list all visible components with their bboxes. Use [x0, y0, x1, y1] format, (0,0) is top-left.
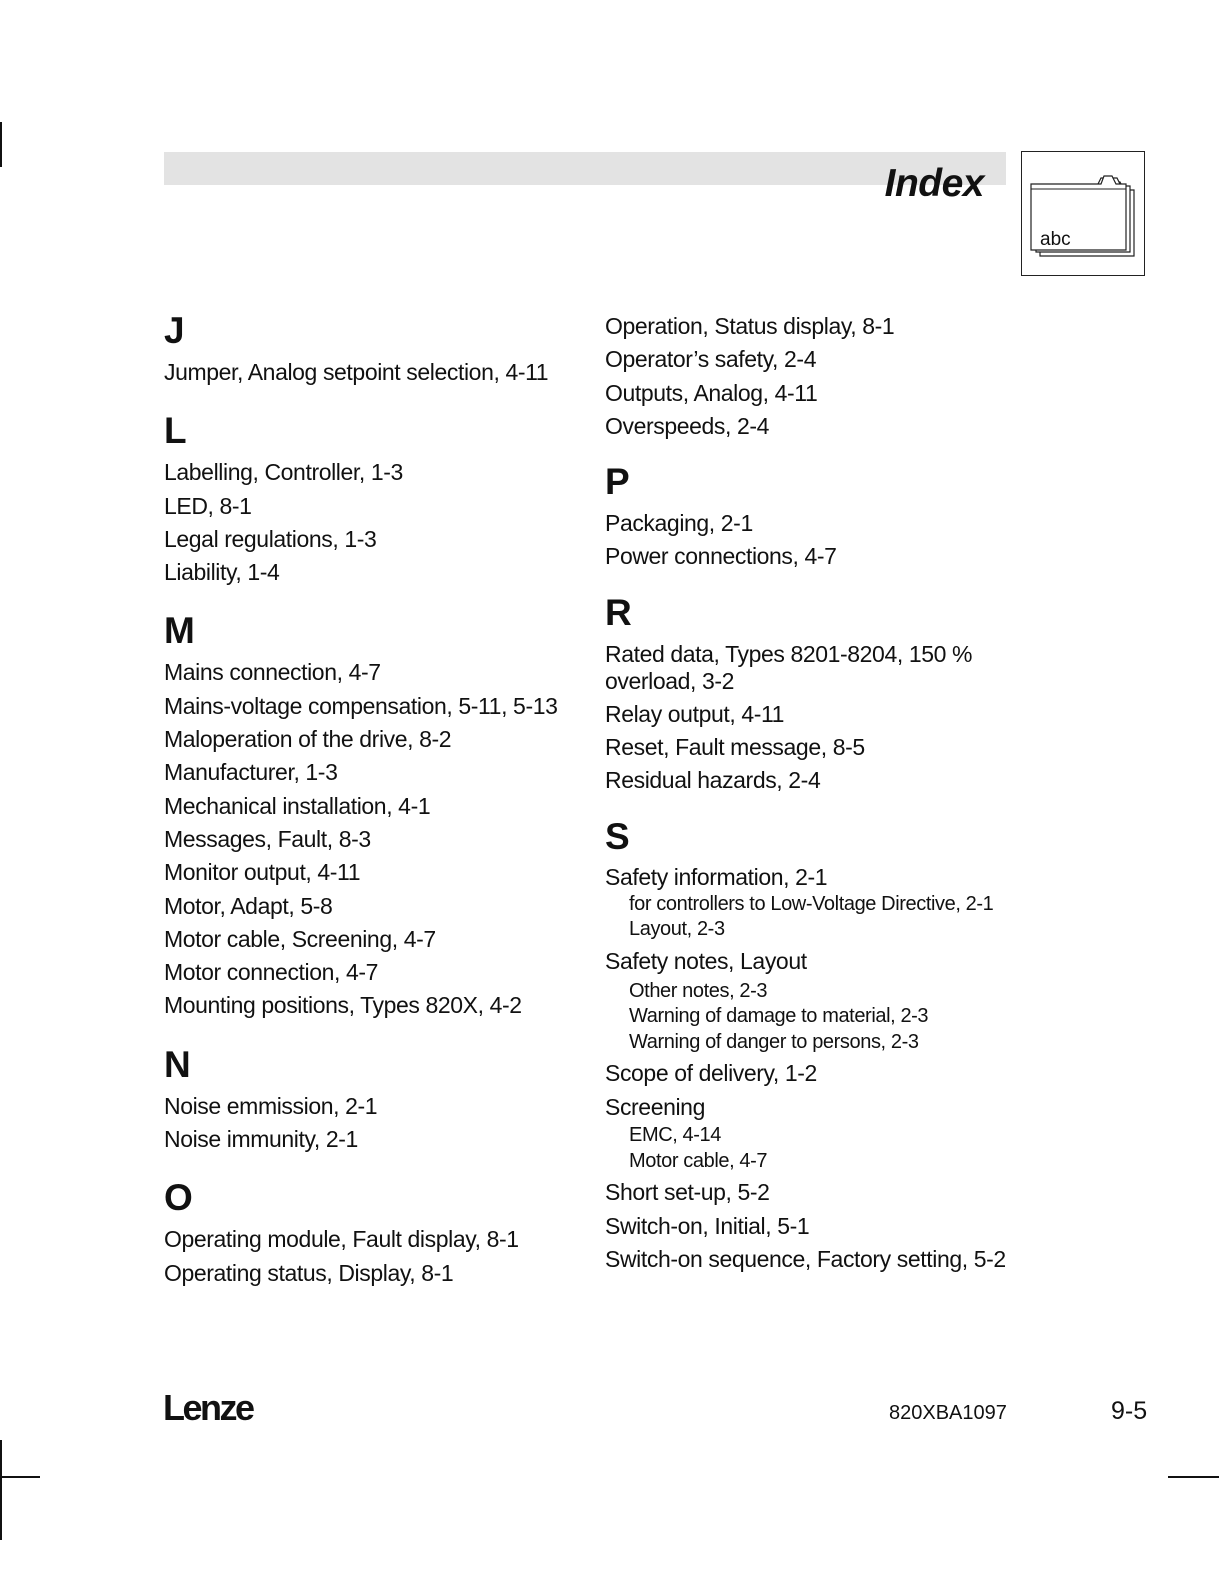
index-entry: Operating module, Fault display, 8-1 — [164, 1226, 519, 1253]
index-entry: Mounting positions, Types 820X, 4-2 — [164, 992, 522, 1019]
section-letter: J — [164, 310, 185, 351]
index-entry: Rated data, Types 8201-8204, 150 % overload, 3-2 — [605, 640, 973, 694]
crop-mark — [0, 1440, 2, 1540]
index-section — [605, 457, 1025, 574]
index-section — [164, 406, 584, 589]
index-entry: Motor, Adapt, 5-8 — [164, 892, 333, 919]
index-entry: Short set-up, 5-2 — [605, 1179, 770, 1206]
index-column-right — [605, 310, 1025, 1291]
index-subentry: Warning of damage to material, 2-3 — [629, 1005, 929, 1028]
index-section — [605, 588, 1025, 798]
index-subentry: Layout, 2-3 — [629, 918, 725, 941]
page-title: Index — [884, 162, 984, 205]
index-entry: Reset, Fault message, 8-5 — [605, 734, 865, 761]
index-subentry: Warning of danger to persons, 2-3 — [629, 1030, 919, 1053]
index-entry: Liability, 1-4 — [164, 559, 280, 586]
index-tab-box — [1021, 151, 1145, 276]
index-entry: Switch-on, Initial, 5-1 — [605, 1213, 810, 1240]
index-entry: Messages, Fault, 8-3 — [164, 825, 371, 852]
index-section — [164, 1173, 584, 1290]
section-letter: O — [164, 1177, 193, 1219]
section-letter: N — [164, 1043, 191, 1085]
index-entry: Legal regulations, 1-3 — [164, 525, 377, 552]
section-letter: L — [164, 410, 187, 452]
index-entry: Operator’s safety, 2-4 — [605, 346, 817, 373]
index-entry: Labelling, Controller, 1-3 — [164, 459, 403, 486]
index-entry: Scope of delivery, 1-2 — [605, 1060, 817, 1087]
index-entry: Screening — [605, 1094, 705, 1121]
section-letter: S — [605, 815, 630, 857]
index-column-left — [164, 306, 584, 1307]
index-entry: LED, 8-1 — [164, 492, 252, 519]
section-letter: R — [605, 591, 632, 633]
index-entry: Power connections, 4-7 — [605, 543, 837, 570]
index-subentry: Motor cable, 4-7 — [629, 1149, 768, 1172]
index-entry: Noise immunity, 2-1 — [164, 1126, 358, 1153]
index-entry: Maloperation of the drive, 8-2 — [164, 726, 452, 753]
index-entry: Motor connection, 4-7 — [164, 959, 379, 986]
index-entry: Monitor output, 4-11 — [164, 859, 361, 886]
tab-label: abc — [1040, 229, 1071, 250]
index-entry: Outputs, Analog, 4-11 — [605, 379, 818, 406]
section-letter: P — [605, 461, 630, 503]
index-section — [605, 812, 1025, 1277]
index-entry: Jumper, Analog setpoint selection, 4-11 — [164, 359, 549, 385]
index-entry: Residual hazards, 2-4 — [605, 767, 821, 794]
document-code: 820XBA1097 — [889, 1402, 1007, 1424]
index-entry: Switch-on sequence, Factory setting, 5-2 — [605, 1246, 1006, 1273]
index-section — [164, 306, 584, 389]
index-entry: Safety information, 2-1 — [605, 863, 828, 890]
index-subentry: Other notes, 2-3 — [629, 979, 768, 1002]
index-section — [164, 1040, 584, 1157]
index-subentry: EMC, 4-14 — [629, 1124, 721, 1147]
index-entry: Mains-voltage compensation, 5-11, 5-13 — [164, 692, 558, 719]
index-entry: Motor cable, Screening, 4-7 — [164, 925, 436, 952]
crop-mark — [1168, 1476, 1219, 1478]
index-section — [164, 606, 584, 1022]
index-section — [605, 310, 1025, 443]
index-entry: Overspeeds, 2-4 — [605, 412, 770, 439]
index-entry: Operating status, Display, 8-1 — [164, 1259, 454, 1286]
index-entry: Noise emmission, 2-1 — [164, 1092, 378, 1119]
index-entry: Packaging, 2-1 — [605, 510, 753, 537]
crop-mark — [0, 122, 2, 167]
index-entry: Safety notes, Layout — [605, 947, 807, 974]
section-letter: M — [164, 610, 195, 652]
index-entry: Mechanical installation, 4-1 — [164, 792, 431, 819]
index-entry: Manufacturer, 1-3 — [164, 759, 338, 786]
crop-mark — [0, 1476, 40, 1478]
brand-logo: Lenze — [163, 1387, 253, 1428]
index-entry: Operation, Status display, 8-1 — [605, 313, 895, 339]
page-number: 9-5 — [1111, 1397, 1148, 1425]
index-entry: Relay output, 4-11 — [605, 700, 785, 727]
index-subentry: for controllers to Low-Voltage Directive, 2-1 — [629, 892, 994, 915]
index-entry: Mains connection, 4-7 — [164, 659, 381, 686]
folder-tabs-icon — [1022, 152, 1146, 277]
